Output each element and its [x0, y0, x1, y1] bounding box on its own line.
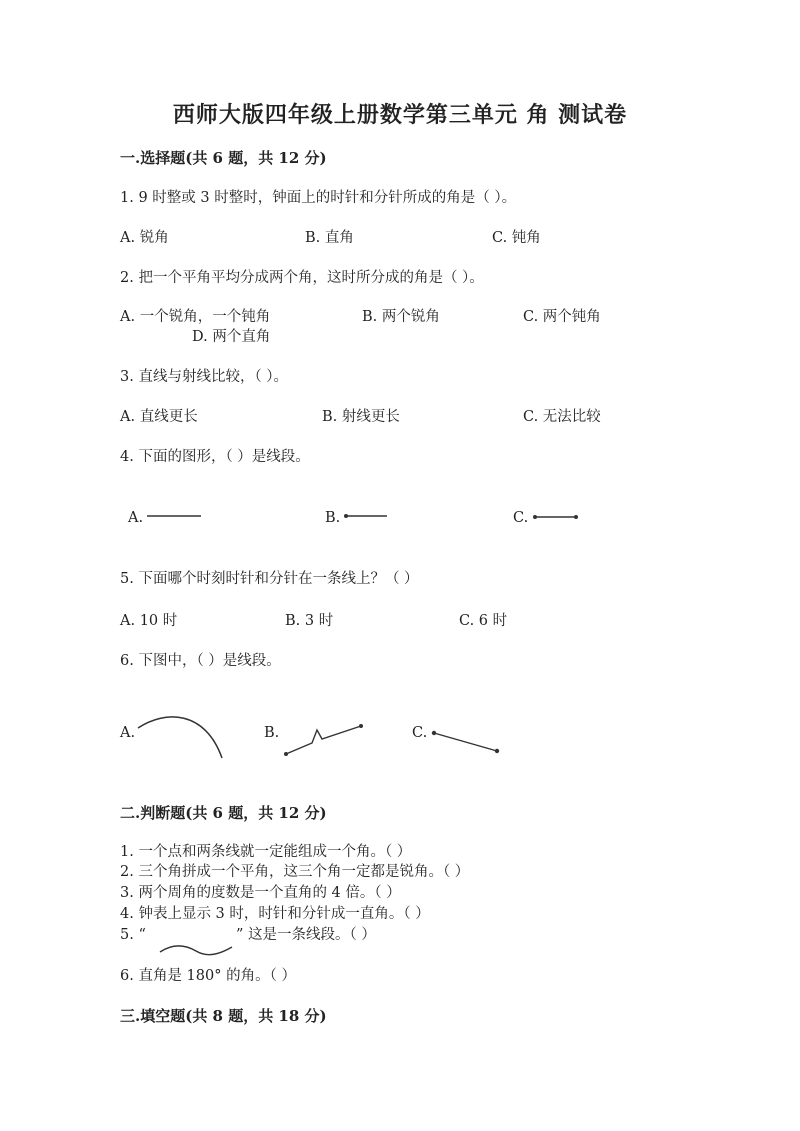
question-3-option-a: A. 直线更长: [120, 409, 198, 425]
question-4-option-c-label: C.: [513, 510, 529, 526]
question-5-option-a: A. 10 时: [120, 613, 178, 629]
question-3-stem: 3. 直线与射线比较，（ ）。: [120, 369, 289, 385]
question-4-option-a-label: A.: [128, 510, 144, 526]
question-3-option-c: C. 无法比较: [523, 409, 601, 425]
question-2-option-a: A. 一个锐角，一个钝角: [120, 309, 271, 325]
question-2-stem: 2. 把一个平角平均分成两个角，这时所分成的角是（ ）。: [120, 270, 484, 286]
question-6-option-b-label: B.: [264, 725, 280, 741]
figure-curve-a: [135, 710, 230, 765]
judge-item-2: 2. 三个角拼成一个平角，这三个角一定都是锐角。（ ）: [120, 864, 470, 880]
figure-segment-c2: [428, 725, 508, 757]
judge-item-5-end: ” 这是一条线段。（ ）: [236, 927, 376, 943]
question-5-option-b: B. 3 时: [285, 613, 334, 629]
question-2-option-d: D. 两个直角: [192, 329, 271, 345]
figure-broken-line-b: [280, 716, 370, 761]
question-1-option-b: B. 直角: [305, 230, 354, 246]
judge-item-1: 1. 一个点和两条线就一定能组成一个角。（ ）: [120, 844, 412, 860]
section-heading-choice: 一.选择题(共 6 题，共 12 分): [120, 149, 327, 167]
question-3-option-b: B. 射线更长: [322, 409, 400, 425]
question-4-stem: 4. 下面的图形，（ ）是线段。: [120, 449, 310, 465]
question-1-stem: 1. 9 时整或 3 时整时，钟面上的时针和分针所成的角是（ ）。: [120, 190, 517, 206]
judge-item-5-start: 5. “: [120, 927, 146, 943]
question-2-option-c: C. 两个钝角: [523, 309, 601, 325]
section-heading-fill: 三.填空题(共 8 题，共 18 分): [120, 1007, 327, 1025]
question-5-option-c: C. 6 时: [459, 613, 508, 629]
judge-item-6: 6. 直角是 180° 的角。（ ）: [120, 968, 296, 984]
question-1-option-a: A. 锐角: [120, 230, 169, 246]
figure-ray-b: [340, 510, 400, 524]
section-heading-judge: 二.判断题(共 6 题，共 12 分): [120, 804, 327, 822]
figure-line-a: [145, 510, 215, 524]
question-4-option-b-label: B.: [325, 510, 341, 526]
judge-item-3: 3. 两个周角的度数是一个直角的 4 倍。（ ）: [120, 885, 401, 901]
question-6-option-c-label: C.: [412, 725, 428, 741]
judge-item-4: 4. 钟表上显示 3 时，时针和分针成一直角。（ ）: [120, 906, 430, 922]
question-5-stem: 5. 下面哪个时刻时针和分针在一条线上？（ ）: [120, 571, 419, 587]
question-2-option-b: B. 两个锐角: [362, 309, 440, 325]
question-1-option-c: C. 钝角: [492, 230, 541, 246]
question-6-stem: 6. 下图中，（ ）是线段。: [120, 653, 281, 669]
question-6-option-a-label: A.: [120, 725, 136, 741]
figure-wavy-line: [158, 942, 238, 962]
figure-segment-c: [528, 510, 588, 524]
page-title: 西师大版四年级上册数学第三单元 角 测试卷: [172, 102, 628, 128]
